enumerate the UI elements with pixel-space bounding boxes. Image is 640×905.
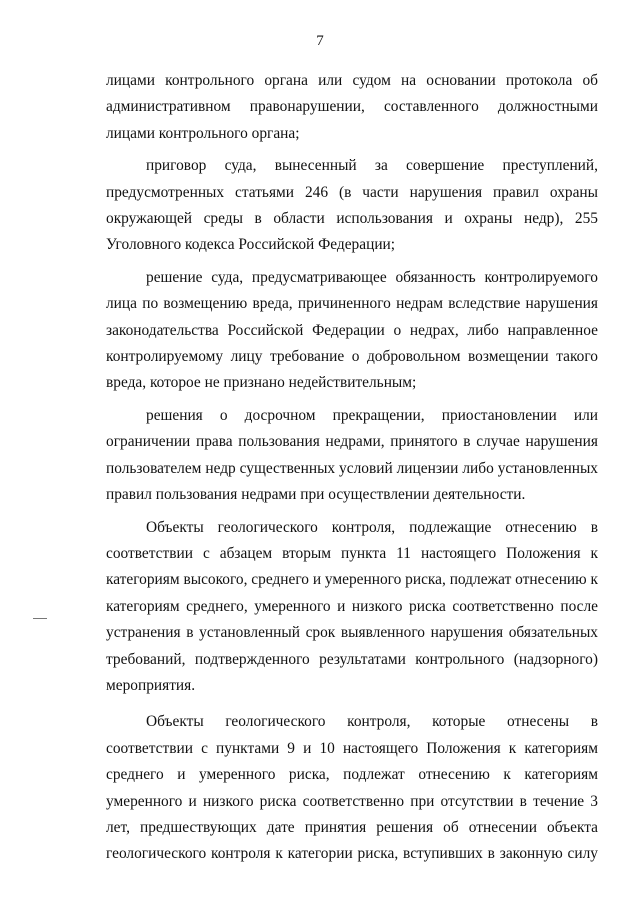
paragraph-court-sentence: приговор суда, вынесенный за совершение преступлений, предусмотренных статьями 246 (в части нарушения правил охраны окружающей среды в области использования и охраны недр), 255 Уголовного кодекса Российской Федерации; xyxy=(106,157,598,254)
document-body xyxy=(106,68,598,874)
scan-artifact-line xyxy=(33,618,47,619)
paragraph-risk-categories: Объекты геологического контроля, которые отнесены в соответствии с пунктами 9 и 10 настоящего Положения к категориям среднего и умеренного риска, подлежат отнесению к категориям умеренного и низкого риска соответственно при отсутствии в течение 3 лет, предшествующих дате принятия решения об отнесении объекта геологического контроля к категории риска, вступивших в законную силу xyxy=(106,713,598,863)
page-number: 7 xyxy=(316,33,324,49)
paragraph-continuation: лицами контрольного органа или судом на основании протокола об административном правонарушении, составленного должностными лицами контрольного органа; xyxy=(106,72,598,142)
paragraph-license-decision: решения о досрочном прекращении, приостановлении или ограничении права пользования недрами, принятого в случае нарушения пользователем недр существенных условий лицензии либо установленных правил пользования недрами при осуществлении деятельности. xyxy=(106,406,598,504)
paragraph-risk-reassignment: Объекты геологического контроля, подлежащие отнесению в соответствии с абзацем вторым пункта 11 настоящего Положения к категориям высокого, среднего и умеренного риска, подлежат отнесению к категориям среднего, умеренного и низкого риска соответственно после устранения в установленный срок выявленного нарушения обязательных требований, подтвержденного результатами контрольного (надзорного) мероприятия. xyxy=(106,518,598,694)
paragraph-court-decision: решение суда, предусматривающее обязанность контролируемого лица по возмещению вреда, причиненного недрам вследствие нарушения законодательства Российской Федерации о недрах, либо направленное контролируемому лицу требование о добровольном возмещении такого вреда, которое не признано недействительным; xyxy=(106,268,598,392)
